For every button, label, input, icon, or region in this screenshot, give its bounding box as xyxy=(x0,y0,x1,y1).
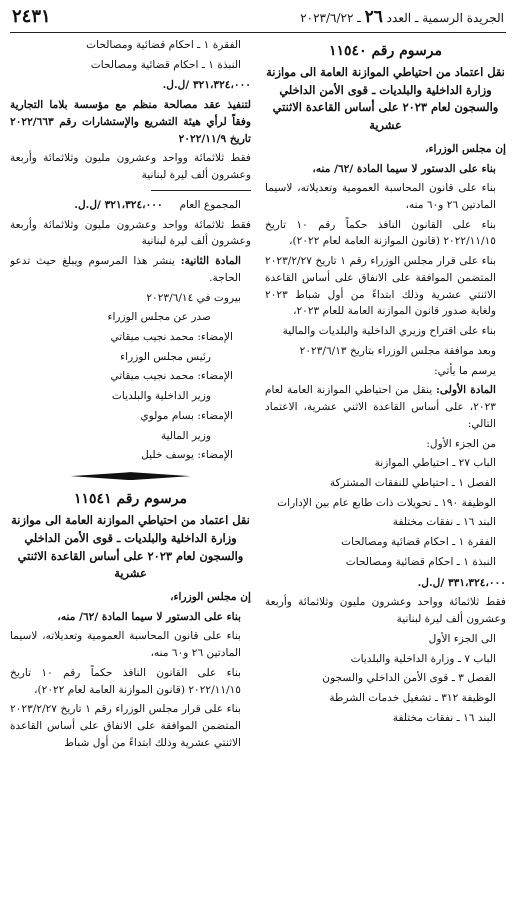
total-value: ٣٢١،٣٢٤،٠٠٠ /ل.ل. xyxy=(74,198,163,211)
recital: بناء على الدستور لا سيما المادة /٦٢/ منه، xyxy=(312,162,496,175)
budget-line: البند ١٦ ـ نفقات مختلفة xyxy=(392,711,496,724)
article-one xyxy=(265,382,506,432)
article-text: ينشر هذا المرسوم ويبلغ حيث تدعو الحاجة. xyxy=(10,255,241,284)
amount: ٣٢١،٣٢٤،٠٠٠ /ل.ل. xyxy=(162,79,251,92)
issue-number: ٢٦ xyxy=(364,7,383,27)
page-header xyxy=(10,6,506,33)
left-column xyxy=(10,37,251,922)
budget-line: الى الجزء الأول xyxy=(428,632,496,645)
recital: بناء على قرار مجلس الوزراء رقم ١ تاريخ ٢٠٢٣/٢/٢٧ المتضمن الموافقة على الانفاق على أساس القاعدة الاثنتي عشرية وذلك ابتداءً من أول شباط xyxy=(10,703,241,749)
divider xyxy=(151,190,251,191)
signature: الإمضاء: يوسف خليل xyxy=(141,449,233,462)
total-label: المجموع العام xyxy=(179,198,241,211)
recital: بناء على اقتراح وزيري الداخلية والبلديات والمالية xyxy=(282,325,496,338)
budget-line: الوظيفة ٣١٢ ـ تشغيل خدمات الشرطة xyxy=(329,692,496,705)
header-title: الجريدة الرسمية ـ العدد ٢٦ ـ ٢٠٢٣/٦/٢٢ xyxy=(300,7,504,27)
right-column xyxy=(265,37,506,922)
signatory-title: وزير الداخلية والبلديات xyxy=(111,390,211,403)
budget-line: البند ١٦ ـ نفقات مختلفة xyxy=(392,516,496,529)
budget-line: الفصل ٣ ـ قوى الأمن الداخلي والسجون xyxy=(322,672,496,685)
budget-line: الباب ٧ ـ وزارة الداخلية والبلديات xyxy=(350,652,496,665)
amount-words: فقط ثلاثمائة وواحد وعشرون مليون وثلاثمائة وأربعة وعشرون ألف ليرة لبنانية xyxy=(10,218,251,248)
recital: وبعد موافقة مجلس الوزراء بتاريخ ٢٠٢٣/٦/١٣ xyxy=(299,344,496,357)
decree-formula: يرسم ما يأتي: xyxy=(434,364,496,377)
recital: بناء على القانون النافذ حكماً رقم ١٠ تاريخ ٢٠٢٢/١١/١٥ (قانون الموازنة العامة لعام ٢٠٢٢)، xyxy=(10,666,241,696)
budget-line: النبذة ١ ـ احكام قضائية ومصالحات xyxy=(345,555,496,568)
article-two xyxy=(10,253,251,286)
recital: بناء على الدستور لا سيما المادة /٦٢/ منه، xyxy=(57,610,241,623)
budget-line: النبذة ١ ـ احكام قضائية ومصالحات xyxy=(90,58,241,71)
total-line xyxy=(10,197,251,214)
budget-line: من الجزء الأول: xyxy=(426,437,496,450)
header-title-prefix: الجريدة الرسمية ـ العدد xyxy=(386,11,504,25)
page-number: ٢٤٣١ xyxy=(12,6,51,27)
budget-line: الفصل ١ ـ احتياطي للنفقات المشتركة xyxy=(329,477,496,490)
intro-line: إن مجلس الوزراء، xyxy=(425,142,506,155)
signature: الإمضاء: محمد نجيب ميقاتي xyxy=(110,331,233,344)
article-label: المادة الثانية: xyxy=(180,255,242,268)
diamond-ornament xyxy=(71,472,191,480)
place-date: بيروت في ٢٠٢٣/٦/١٤ xyxy=(146,291,241,304)
signatory-title: وزير المالية xyxy=(160,429,211,442)
columns xyxy=(10,37,506,922)
signature: الإمضاء: محمد نجيب ميقاتي xyxy=(110,370,233,383)
recital: بناء على قانون المحاسبة العمومية وتعديلاته، لاسيما المادتين ٢٦ و٦٠ منه، xyxy=(10,630,241,660)
issued-by: صدر عن مجلس الوزراء xyxy=(107,311,211,324)
article-label: المادة الأولى: xyxy=(435,384,496,397)
signatory-title: رئيس مجلس الوزراء xyxy=(120,350,211,363)
signature: الإمضاء: بسام مولوي xyxy=(140,409,233,422)
decree-heading: نقل اعتماد من احتياطي الموازنة العامة الى موازنة وزارة الداخلية والبلديات ـ قوى الأمن الداخلي والسجون لعام ٢٠٢٣ على أساس القاعدة الاثنتي عشرية xyxy=(266,65,505,133)
decree-title: مرسوم رقم ١١٥٤١ xyxy=(74,491,187,508)
intro-line: إن مجلس الوزراء، xyxy=(170,590,251,603)
budget-line: الفقرة ١ ـ احكام قضائية ومصالحات xyxy=(341,536,496,549)
issue-date: ٢٠٢٣/٦/٢٢ xyxy=(300,11,354,25)
amount-words: فقط ثلاثمائة وواحد وعشرون مليون وثلاثمائة وأربعة وعشرون ألف ليرة لبنانية xyxy=(10,152,251,182)
purpose-text: لتنفيذ عقد مصالحة منظم مع مؤسسة بلاما التجارية وفقاً لرأي هيئة التشريع والإستشارات رقم ٢٠٢٢/٦٦٣ تاريخ ٢٠٢٢/١١/٩ xyxy=(10,99,251,145)
amount-words: فقط ثلاثمائة وواحد وعشرون مليون وثلاثمائة وأربعة وعشرون ألف ليرة لبنانية xyxy=(265,596,506,626)
article-text: ينقل من احتياطي الموازنة العامة لعام ٢٠٢٣، على أساس القاعدة الاثني عشرية، الاعتماد التالي: xyxy=(265,384,496,430)
budget-line: الوظيفة ١٩٠ ـ تحويلات ذات طابع عام بين الإدارات xyxy=(277,496,496,509)
section-separator xyxy=(10,472,251,480)
recital: بناء على قرار مجلس الوزراء رقم ١ تاريخ ٢٠٢٣/٢/٢٧ المتضمن الموافقة على الانفاق على أساس القاعدة الاثنتي عشرية وذلك ابتداءً من أول شباط ٢٠٢٣ ولغاية صدور قانون الموازنة العامة للعام ٢٠٢٣، xyxy=(265,255,496,318)
budget-line: الباب ٢٧ ـ احتياطي الموازنة xyxy=(374,457,496,470)
decree-title: مرسوم رقم ١١٥٤٠ xyxy=(329,43,442,59)
recital: بناء على قانون المحاسبة العمومية وتعديلاته، لاسيما المادتين ٢٦ و٦٠ منه، xyxy=(265,182,496,211)
recital: بناء على القانون النافذ حكماً رقم ١٠ تاريخ ٢٠٢٢/١١/١٥ (قانون الموازنة العامة لعام ٢٠٢٢)، xyxy=(265,218,496,248)
budget-line: الفقرة ١ ـ احكام قضائية ومصالحات xyxy=(86,39,241,51)
decree-heading: نقل اعتماد من احتياطي الموازنة العامة الى موازنة وزارة الداخلية والبلديات ـ قوى الأمن الداخلي والسجون لعام ٢٠٢٣ على أساس القاعدة الاثنتي عشرية xyxy=(11,513,250,581)
amount: ٣٣١،٣٢٤،٠٠٠ /ل.ل. xyxy=(417,576,506,589)
